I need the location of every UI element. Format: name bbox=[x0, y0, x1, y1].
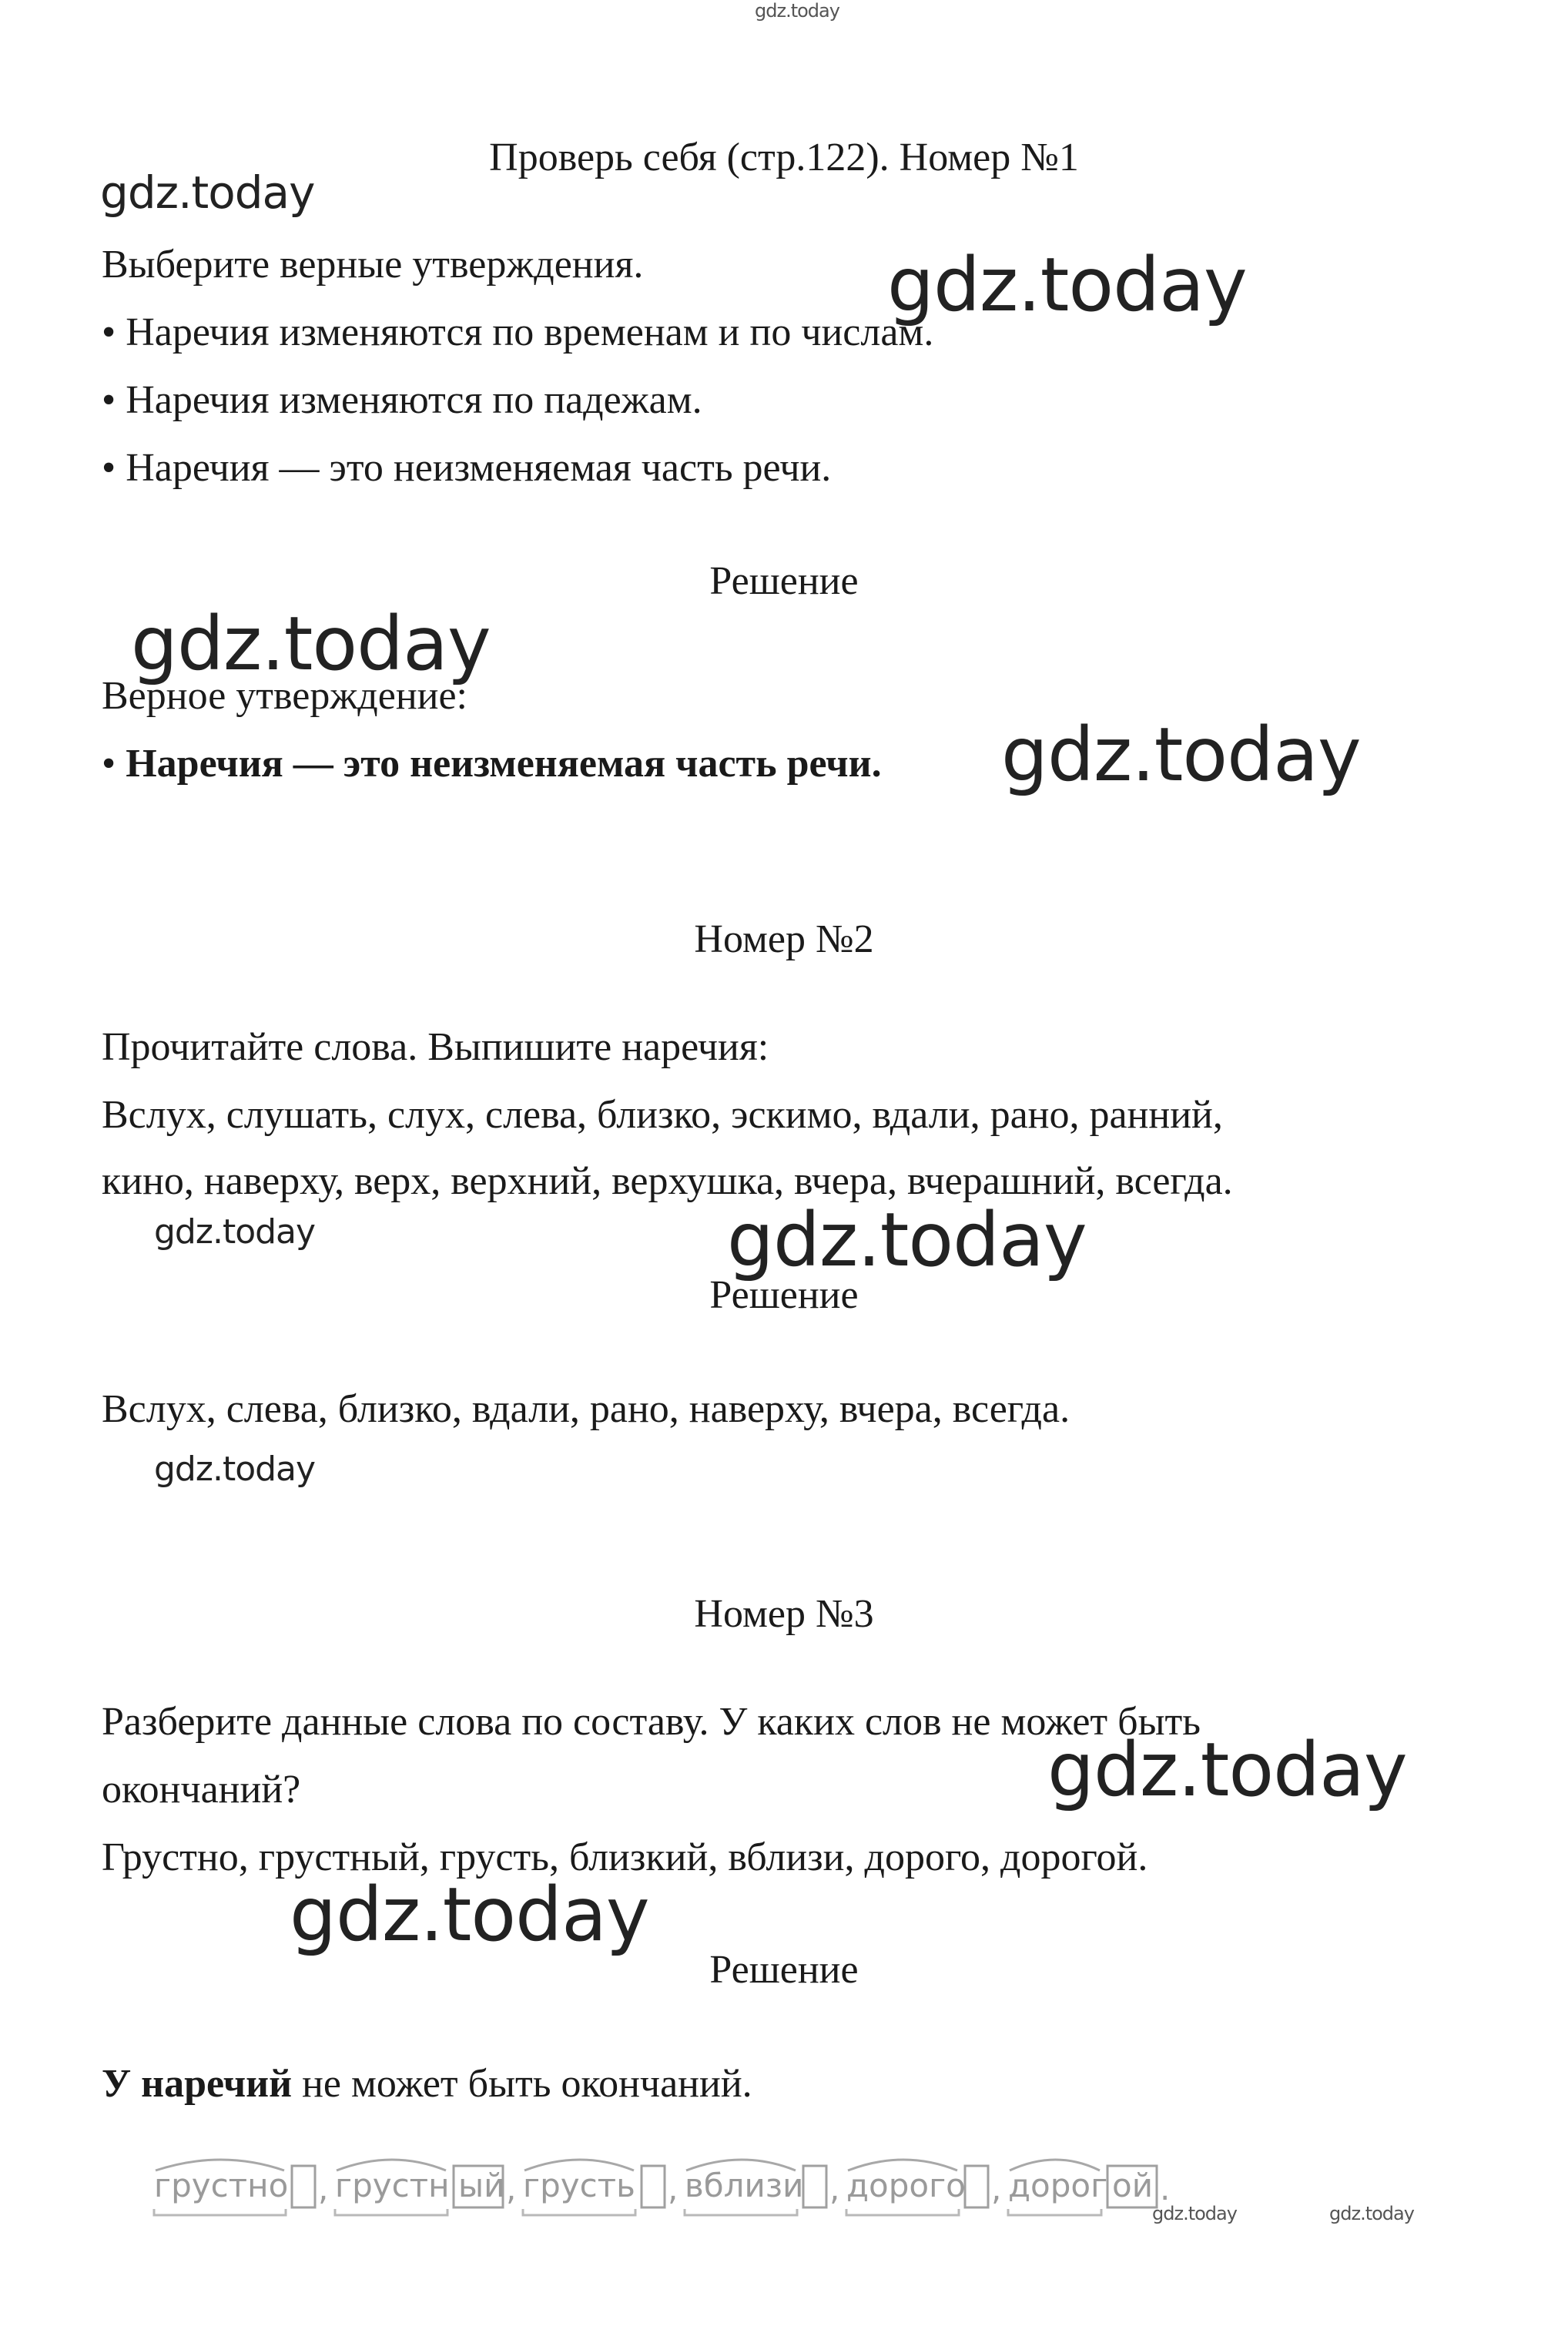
morph-stem-text: грустн bbox=[335, 2167, 450, 2204]
task2-solution-label: Решение bbox=[709, 1273, 859, 1317]
task2-answer: Вслух, слева, близко, вдали, рано, наверху, вчера, всегда. bbox=[102, 1387, 1070, 1431]
ending-box bbox=[642, 2166, 665, 2207]
morph-separator: , bbox=[318, 2170, 329, 2207]
morph-ending-text: ой bbox=[1112, 2167, 1153, 2204]
task3-solution-label: Решение bbox=[709, 1948, 859, 1992]
task2-question: Прочитайте слова. Выпишите наречия: bbox=[102, 1025, 769, 1069]
task1-answer-intro: Верное утверждение: bbox=[102, 674, 468, 718]
morph-separator: , bbox=[506, 2170, 517, 2207]
watermark-1: gdz.today bbox=[100, 166, 315, 219]
ending-box bbox=[803, 2166, 826, 2207]
task1-option-2: • Наречия изменяются по падежам. bbox=[102, 378, 702, 422]
morph-word bbox=[1008, 2160, 1170, 2215]
morph-word bbox=[154, 2160, 328, 2215]
task3-answer-bold: У наречий bbox=[102, 2062, 293, 2106]
watermark-4: gdz.today bbox=[1001, 712, 1361, 798]
morpheme-analysis bbox=[151, 2135, 1191, 2227]
task3-question-line1: Разберите данные слова по составу. У каких слов не может быть bbox=[102, 1700, 1201, 1744]
morph-ending-text: ый bbox=[458, 2167, 505, 2204]
task3-answer bbox=[102, 2061, 752, 2107]
task3-title: Номер №3 bbox=[694, 1592, 874, 1636]
morph-word bbox=[685, 2160, 839, 2215]
morph-word bbox=[335, 2160, 516, 2215]
task1-answer-bullet: • bbox=[102, 742, 126, 786]
morph-separator: . bbox=[1160, 2170, 1171, 2207]
task1-option-3: • Наречия — это неизменяемая часть речи. bbox=[102, 446, 832, 490]
task1-question: Выберите верные утверждения. bbox=[102, 243, 644, 287]
morph-word bbox=[846, 2160, 1001, 2215]
ending-box bbox=[292, 2166, 315, 2207]
stem-bracket bbox=[1008, 2209, 1101, 2215]
watermark-8: gdz.today bbox=[1047, 1727, 1407, 1813]
task1-answer-bold: Наречия — это неизменяемая часть речи. bbox=[126, 742, 882, 786]
stem-bracket bbox=[846, 2209, 959, 2215]
watermark-7: gdz.today bbox=[154, 1450, 316, 1489]
task2-words-line1: Вслух, слушать, слух, слева, близко, эскимо, вдали, рано, ранний, bbox=[102, 1093, 1223, 1137]
morph-stem-text: дорого bbox=[846, 2167, 966, 2204]
stem-bracket bbox=[685, 2209, 797, 2215]
task1-solution-label: Решение bbox=[709, 559, 859, 603]
morph-word bbox=[523, 2160, 678, 2215]
watermark-9: gdz.today bbox=[290, 1872, 649, 1958]
task1-title: Проверь себя (стр.122). Номер №1 bbox=[489, 136, 1079, 179]
stem-bracket bbox=[335, 2209, 447, 2215]
stem-bracket bbox=[154, 2209, 286, 2215]
task3-answer-rest: не может быть окончаний. bbox=[292, 2062, 752, 2106]
top-watermark: gdz.today bbox=[755, 0, 839, 22]
morph-separator: , bbox=[991, 2170, 1002, 2207]
watermark-10: gdz.today bbox=[1152, 2203, 1237, 2224]
watermark-5: gdz.today bbox=[154, 1212, 316, 1252]
morph-stem-text: вблизи bbox=[685, 2167, 804, 2204]
task2-title: Номер №2 bbox=[694, 917, 874, 961]
morph-stem-text: грустно bbox=[154, 2167, 289, 2204]
watermark-11: gdz.today bbox=[1329, 2203, 1414, 2224]
morph-separator: , bbox=[829, 2170, 840, 2207]
watermark-2: gdz.today bbox=[887, 242, 1247, 328]
ending-box bbox=[965, 2166, 988, 2207]
task3-question-line2: окончаний? bbox=[102, 1768, 301, 1812]
stem-bracket bbox=[523, 2209, 635, 2215]
morph-stem-text: грусть bbox=[523, 2167, 635, 2204]
task1-option-1: • Наречия изменяются по временам и по числам. bbox=[102, 310, 934, 354]
task3-words: Грустно, грустный, грусть, близкий, вблизи, дорого, дорогой. bbox=[102, 1835, 1148, 1879]
watermark-3: gdz.today bbox=[131, 601, 491, 687]
task1-answer bbox=[102, 741, 882, 787]
morph-separator: , bbox=[668, 2170, 678, 2207]
watermark-6: gdz.today bbox=[727, 1197, 1087, 1283]
task2-words-line2: кино, наверху, верх, верхний, верхушка, вчера, вчерашний, всегда. bbox=[102, 1159, 1233, 1203]
morph-stem-text: дорог bbox=[1008, 2167, 1108, 2204]
